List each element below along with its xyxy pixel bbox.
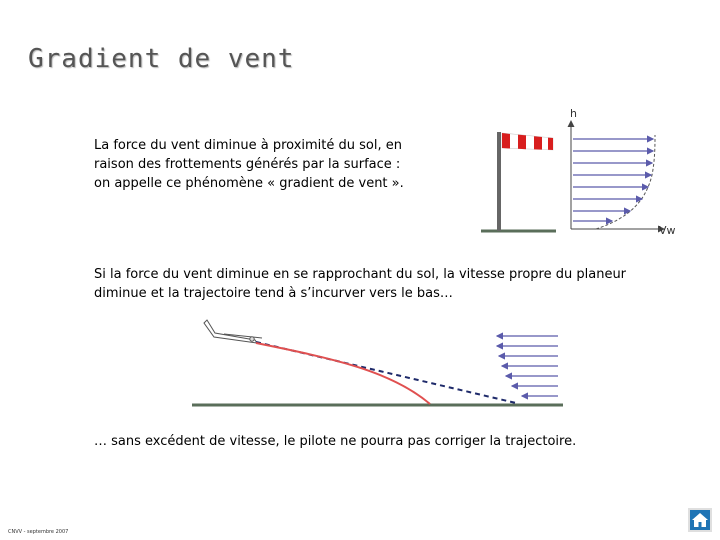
page-title: Gradient de vent [28,44,295,74]
paragraph-trajectory-effect [94,265,714,303]
text-line: diminue et la trajectoire tend à s’incurver vers le bas… [94,286,453,301]
footer-credit: CNVV - septembre 2007 [8,529,69,535]
home-button[interactable] [688,508,712,532]
actual-trajectory-curve [256,343,430,404]
wind-arrows [573,139,653,221]
text-line: … sans excédent de vitesse, le pilote ne pourra pas corriger la trajectoire. [94,434,577,449]
intended-path-line [256,342,516,403]
windsock-icon [502,133,553,150]
text-line: La force du vent diminue à proximité du sol, en [94,138,402,153]
text-line: raison des frottements générés par la surface : [94,157,401,172]
text-line: Si la force du vent diminue en se rapprochant du sol, la vitesse propre du planeur [94,267,627,282]
wind-profile-curve [596,135,655,229]
home-icon [690,510,710,530]
text-line: on appelle ce phénomène « gradient de vent ». [94,176,404,191]
wind-arrows [497,336,558,396]
paragraph-gradient-definition [94,136,404,193]
axis-label-h: h [570,107,577,120]
axis-label-vw: Vw [659,224,676,237]
paragraph-conclusion [94,432,576,451]
glider-icon [204,320,262,343]
